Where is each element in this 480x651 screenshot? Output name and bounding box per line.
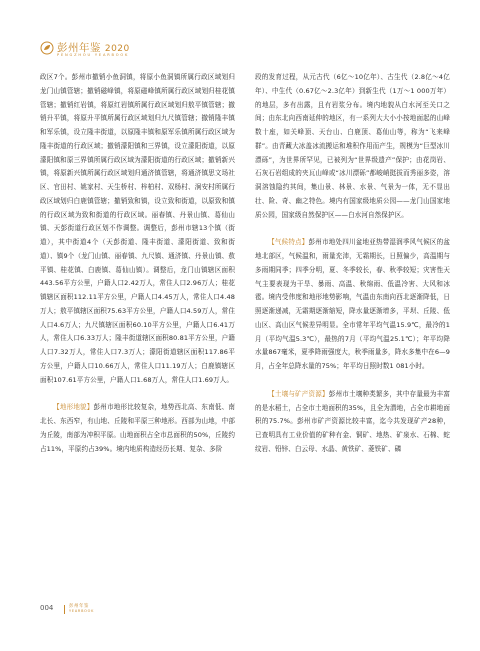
footer-yearbook-name: 彭州年鉴 bbox=[69, 604, 89, 609]
terrain-section-tag: 【地形地貌】 bbox=[53, 403, 94, 412]
land-resources-paragraph bbox=[255, 388, 450, 457]
page-number: 004 bbox=[40, 604, 54, 612]
yearbook-subtitle: PENGZHOU YEARBOOK bbox=[57, 53, 130, 57]
right-column bbox=[255, 71, 450, 601]
admin-division-paragraph: 政区7个。彭州市撤销小鱼洞镇，将原小鱼洞镇所属行政区域划归龙门山镇管辖；撤销磁峰镇，将原磁峰镇所属行政区域划归桂花镇管辖；撤销红岩镇，将原红岩镇所属行政区域划归敖平镇管辖；撤销升平镇，将原升平镇所属行政区域划归九尺镇管辖；撤销隆丰镇和军乐镇，设立隆丰街道，以原隆丰镇和原军乐镇所属行政区域为隆丰街道的行政区域；撤销濛阳镇和三界镇，设立濛阳街道，以原濛阳镇和原三界镇所属行政区域为濛阳街道的行政区域；撤销新兴镇，将原新兴镇所属行政区域划归通济镇管辖，将通济镇思文场社区、官田村、姚家村、天生桥村、梓柏村、双杨村、涧安村所属行政区域划归白鹿镇管辖；撤销致和镇，设立致和街道，以原致和镇的行政区域为致和街道的行政区域。丽春镇、丹景山镇、葛仙山镇、天彭街道行政区划不作调整。调整后，彭州市辖13个镇（街道），其中街道4个（天彭街道、隆丰街道、濛阳街道、致和街道）、镇9个（龙门山镇、丽春镇、九尺镇、通济镇、丹景山镇、敖平镇、桂花镇、白鹿镇、葛仙山镇）。调整后，龙门山镇辖区面积443.56平方公里，户籍人口2.42万人，常住人口2.96万人；桂花镇辖区面积112.11平方公里，户籍人口4.45万人，常住人口4.48万人；敖平镇辖区面积75.63平方公里，户籍人口4.59万人，常住人口4.6万人；九尺镇辖区面积60.10平方公里，户籍人口6.41万人，常住人口6.33万人；隆丰街道辖区面积80.81平方公里，户籍人口7.32万人，常住人口7.3万人；濛阳街道辖区面积117.86平方公里，户籍人口10.66万人，常住人口11.19万人；白鹿镇辖区面积107.61平方公里，户籍人口1.68万人，常住人口1.69万人。 bbox=[40, 73, 235, 384]
left-column bbox=[40, 71, 235, 593]
leaf-emblem-icon bbox=[40, 41, 54, 55]
climate-paragraph bbox=[255, 236, 450, 374]
footer-divider bbox=[64, 605, 65, 614]
page-header bbox=[40, 38, 200, 62]
page-footer bbox=[40, 602, 160, 618]
footer-yearbook-name-en: YEARBOOK bbox=[69, 609, 95, 613]
yearbook-year: 2020 bbox=[104, 44, 130, 54]
land-text: 彭州市土壤种类繁多，其中存量最为丰富的是水稻土，占全市土地面积的35%，且全为潜地，占全市耕地面积的75.7%。彭州市矿产资源比较丰富，迄今共发现矿产28种，已查明具有工业价值的矿种有金、铜矿、地热、矿泉水、石棉、蛇纹岩、铅锌、白云母、水晶、黄铁矿、菱铁矿、磷 bbox=[255, 389, 450, 453]
yearbook-name: 彭州年鉴 bbox=[57, 42, 101, 54]
geology-paragraph: 段的发育过程，从元古代（6亿～10亿年）、古生代（2.8亿～4亿年）、中生代（0.67亿～2.3亿年）到新生代（1万～1 000万年）的地层，多有出露，且有岩浆分布。境内地貌从白水河至关口之间；由东北向西南延伸的地区，有一系列大大小小按地面起的山峰数十座，如关峰顶、天台山、白鹿顶、葛仙山等，称为“飞来峰群”。由青藏大冰盖冰流搬运和堆积作用而产生，规模为“巨型冰川漂砾”，为世界所罕见，已被列为“世界级遗产”保护；由花岗岩、石灰石岩组成的夹瓦山峰或“冰川漂砾”都峻峭挺拔而秀丽多姿，溶洞溶蚀隐约其间，集山景、林景、水景、气景为一体，无不显出壮、险、奇、幽之特色。境内有国家级地质公园——龙门山国家地质公园，国家级自然保护区——白水河自然保护区。 bbox=[255, 73, 450, 219]
terrain-text: 彭州市地形比较复杂，地势西北高、东南低、南北长、东西窄，有山地、丘陵和平原三种地形。西部为山地，中部为丘陵，南部为冲积平原。山地面积占全市总面积的50%，丘陵约占11%，平原约占39%。境内地质构造经历长期、复杂、多阶 bbox=[40, 403, 235, 453]
land-section-tag: 【土壤与矿产资源】 bbox=[268, 389, 329, 398]
climate-text: 彭州市地处四川盆地亚热带湿润季风气候区的盆地北部区，气候温和，雨量充沛，无霜期长，日照偏少，高温期与多雨期同季；四季分明，夏、冬季较长，春、秋季较短；灾害性天气主要表现为干旱、暴雨、高温、秋绵雨、低温冷害、大风和冰雹。境内受伟度和地形地势影响，气温由东南向西北逐渐降低，日照逐渐递减，无霜期逐渐缩短，降水量逐渐增多，平坝、丘陵、低山区、高山区气候差异明显。全市常年平均气温15.9℃，最冷的1月（平均气温5.3℃），最热的7月（平均气温25.1℃）；年平均降水量867毫米，夏季降雨强度大，秋季雨量多，降水多集中在6—9月，占全年总降水量的75%；年平均日照时数1 081小时。 bbox=[255, 238, 450, 370]
climate-section-tag: 【气候特点】 bbox=[268, 238, 309, 247]
terrain-paragraph bbox=[40, 401, 235, 456]
